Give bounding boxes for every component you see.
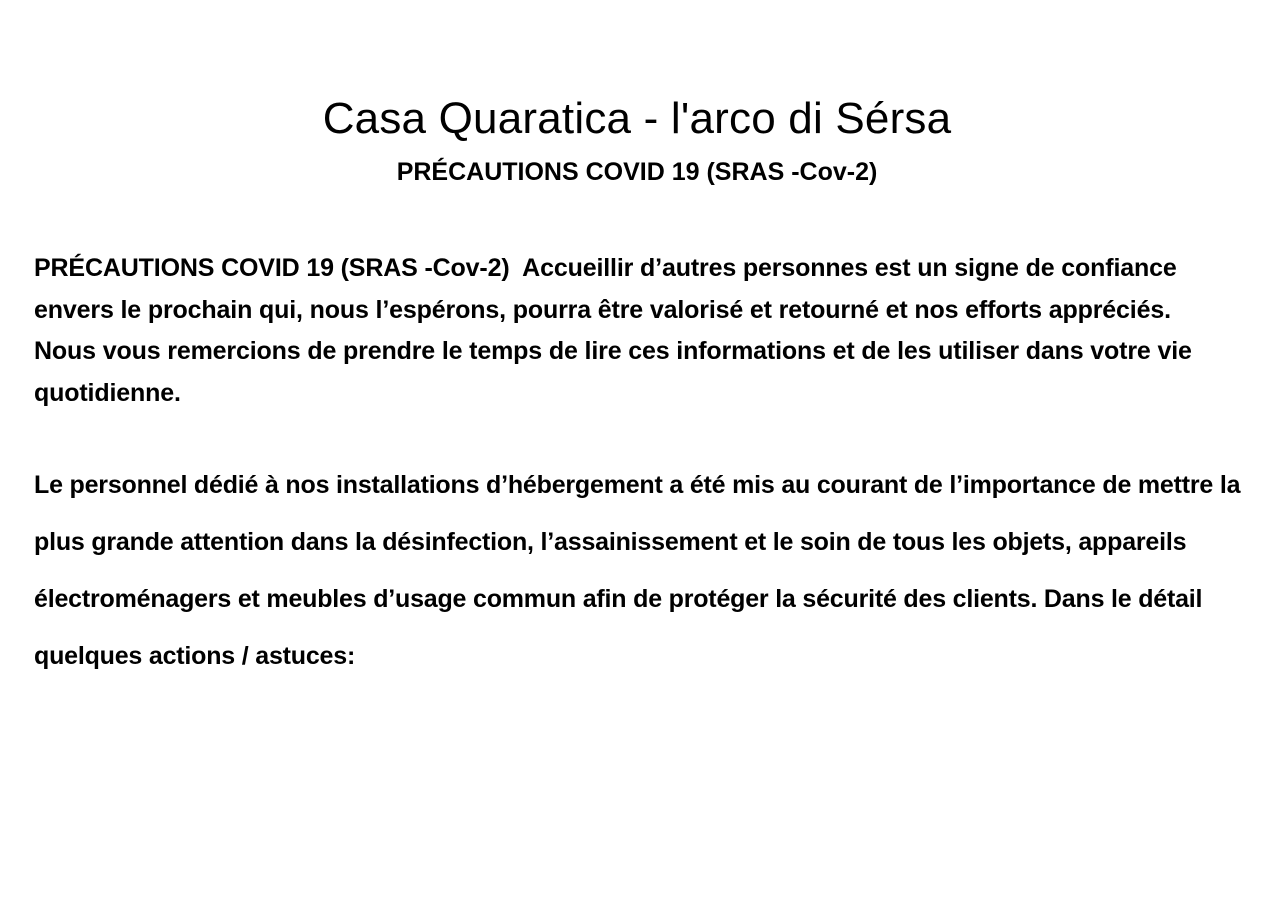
staff-paragraph: Le personnel dédié à nos installations d’hébergement a été mis au courant de l’importance de mettre la plus grande attention dans la désinfection, l’assainissement et le soin de tous les objets, appareils électroménagers et meubles d’usage commun afin de protéger la sécurité des clients. Dans le détail quelques actions / astuces: [34,471,1241,670]
document-subtitle: PRÉCAUTIONS COVID 19 (SRAS -Cov-2) [396,158,878,186]
document-title: Casa Quaratica - l'arco di Sérsa [322,94,952,143]
intro-paragraph: PRÉCAUTIONS COVID 19 (SRAS -Cov-2) Accueillir d’autres personnes est un signe de confiance envers le prochain qui, nous l’espérons, pourra être valorisé et retourné et nos efforts appréciés. Nous vous remercions de prendre le temps de lire ces informations et de les utiliser dans votre vie quotidienne. [34,254,1199,407]
